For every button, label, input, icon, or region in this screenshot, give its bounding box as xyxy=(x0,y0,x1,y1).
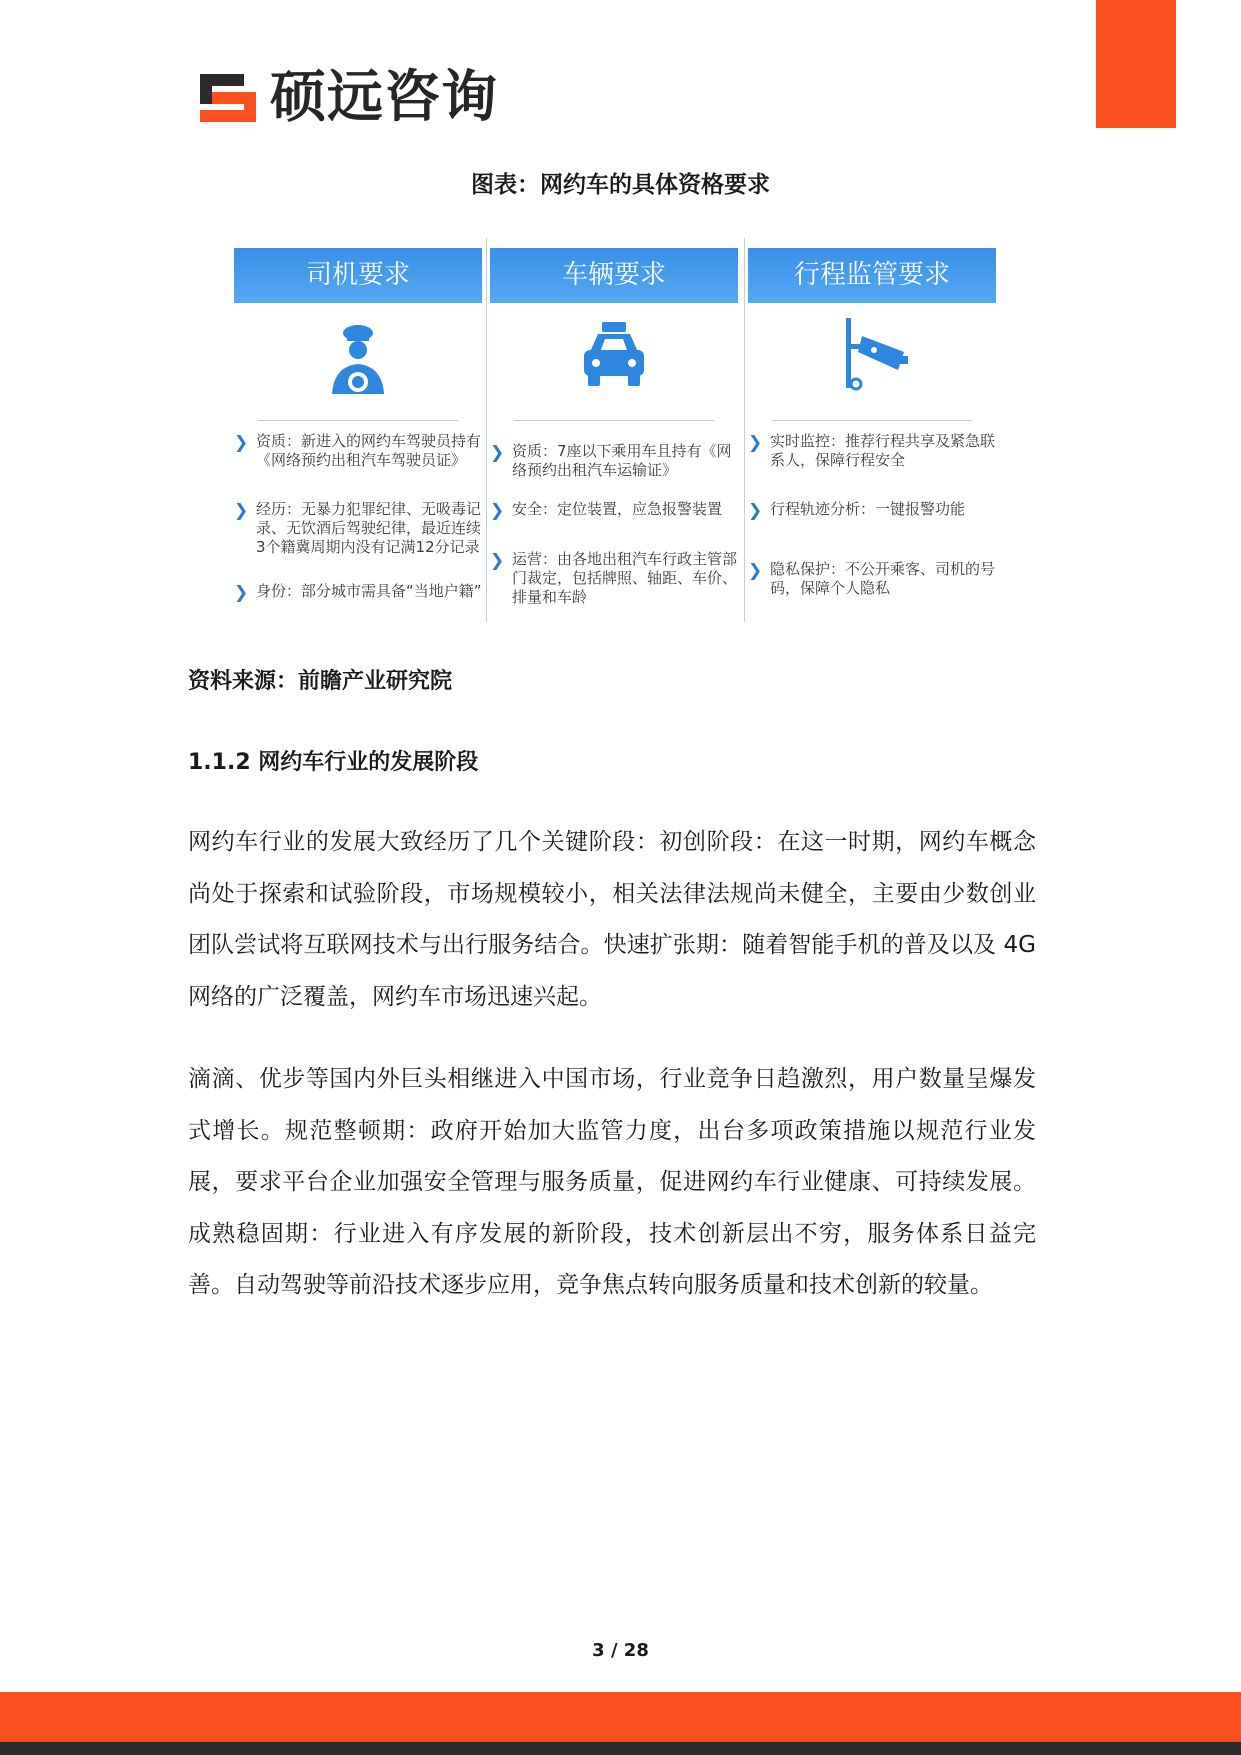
driver-requirements-column xyxy=(234,238,482,622)
footer-dark-line xyxy=(0,1742,1241,1755)
requirement-item: ❯ 实时监控：推荐行程共享及紧急联系人，保障行程安全 xyxy=(748,432,996,469)
chevron-right-icon: ❯ xyxy=(748,501,763,521)
chevron-right-icon: ❯ xyxy=(748,561,763,581)
requirement-item: ❯ 身份：部分城市需具备“当地户籍” xyxy=(234,582,482,603)
divider-rule xyxy=(772,420,972,421)
requirement-item: ❯ 资质：新进入的网约车驾驶员持有《网络预约出租汽车驾驶员证》 xyxy=(234,432,482,469)
chevron-right-icon: ❯ xyxy=(234,583,249,603)
chevron-right-icon: ❯ xyxy=(490,443,505,463)
page-number: 3 / 28 xyxy=(592,1640,649,1661)
divider-rule xyxy=(258,420,458,421)
footer-accent-bar xyxy=(0,1692,1241,1742)
driver-icon xyxy=(318,316,398,396)
car-icon xyxy=(574,316,654,396)
body-paragraph: 滴滴、优步等国内外巨头相继进入中国市场，行业竞争日趋激烈，用户数量呈爆发式增长。规范整顿期：政府开始加大监管力度，出台多项政策措施以规范行业发展，要求平台企业加强安全管理与服务质量，促进网约车行业健康、可持续发展。成熟稳固期：行业进入有序发展的新阶段，技术创新层出不穷，服务体系日益完善。自动驾驶等前沿技术逐步应用，竞争焦点转向服务质量和技术创新的较量。 xyxy=(188,1066,1036,1298)
requirement-item: ❯ 安全：定位装置，应急报警装置 xyxy=(490,500,723,521)
column-title: 行程监管要求 xyxy=(748,248,996,303)
requirement-item: ❯ 行程轨迹分析：一键报警功能 xyxy=(748,500,966,521)
requirement-item: ❯ 运营：由各地出租汽车行政主管部门裁定，包括牌照、轴距、车价、排量和车龄 xyxy=(490,550,738,606)
vehicle-requirements-column xyxy=(490,238,738,622)
chevron-right-icon: ❯ xyxy=(234,433,249,453)
chevron-right-icon: ❯ xyxy=(490,551,505,571)
requirements-figure xyxy=(190,238,1052,622)
surveillance-camera-icon xyxy=(832,316,912,396)
column-divider xyxy=(744,238,745,622)
brand-logo xyxy=(200,65,498,130)
chevron-right-icon: ❯ xyxy=(234,501,249,521)
section-heading: 1.1.2 网约车行业的发展阶段 xyxy=(188,750,479,775)
chevron-right-icon: ❯ xyxy=(490,501,505,521)
divider-rule xyxy=(514,420,714,421)
brand-name: 硕远咨询 xyxy=(270,65,498,130)
figure-source: 资料来源：前瞻产业研究院 xyxy=(188,669,453,694)
body-paragraph: 网约车行业的发展大致经历了几个关键阶段：初创阶段：在这一时期，网约车概念尚处于探索和试验阶段，市场规模较小，相关法律法规尚未健全，主要由少数创业团队尝试将互联网技术与出行服务结合。快速扩张期：随着智能手机的普及以及 4G 网络的广泛覆盖，网约车市场迅速兴起。 xyxy=(188,829,1036,1010)
column-divider xyxy=(486,238,487,622)
trip-supervision-column xyxy=(748,238,996,622)
requirement-item: ❯ 资质：7座以下乘用车且持有《网络预约出租汽车运输证》 xyxy=(490,442,732,479)
column-title: 司机要求 xyxy=(234,248,482,303)
logo-mark-icon xyxy=(200,70,260,126)
column-title: 车辆要求 xyxy=(490,248,738,303)
chevron-right-icon: ❯ xyxy=(748,433,763,453)
figure-caption: 图表：网约车的具体资格要求 xyxy=(471,172,770,198)
requirement-item: ❯ 经历：无暴力犯罪纪律、无吸毒记录、无饮酒后驾驶纪律，最近连续3个籍冀周期内没有记满12分记录 xyxy=(234,500,482,556)
requirement-item: ❯ 隐私保护：不公开乘客、司机的号码，保障个人隐私 xyxy=(748,560,996,597)
corner-accent-tab xyxy=(1096,0,1176,128)
